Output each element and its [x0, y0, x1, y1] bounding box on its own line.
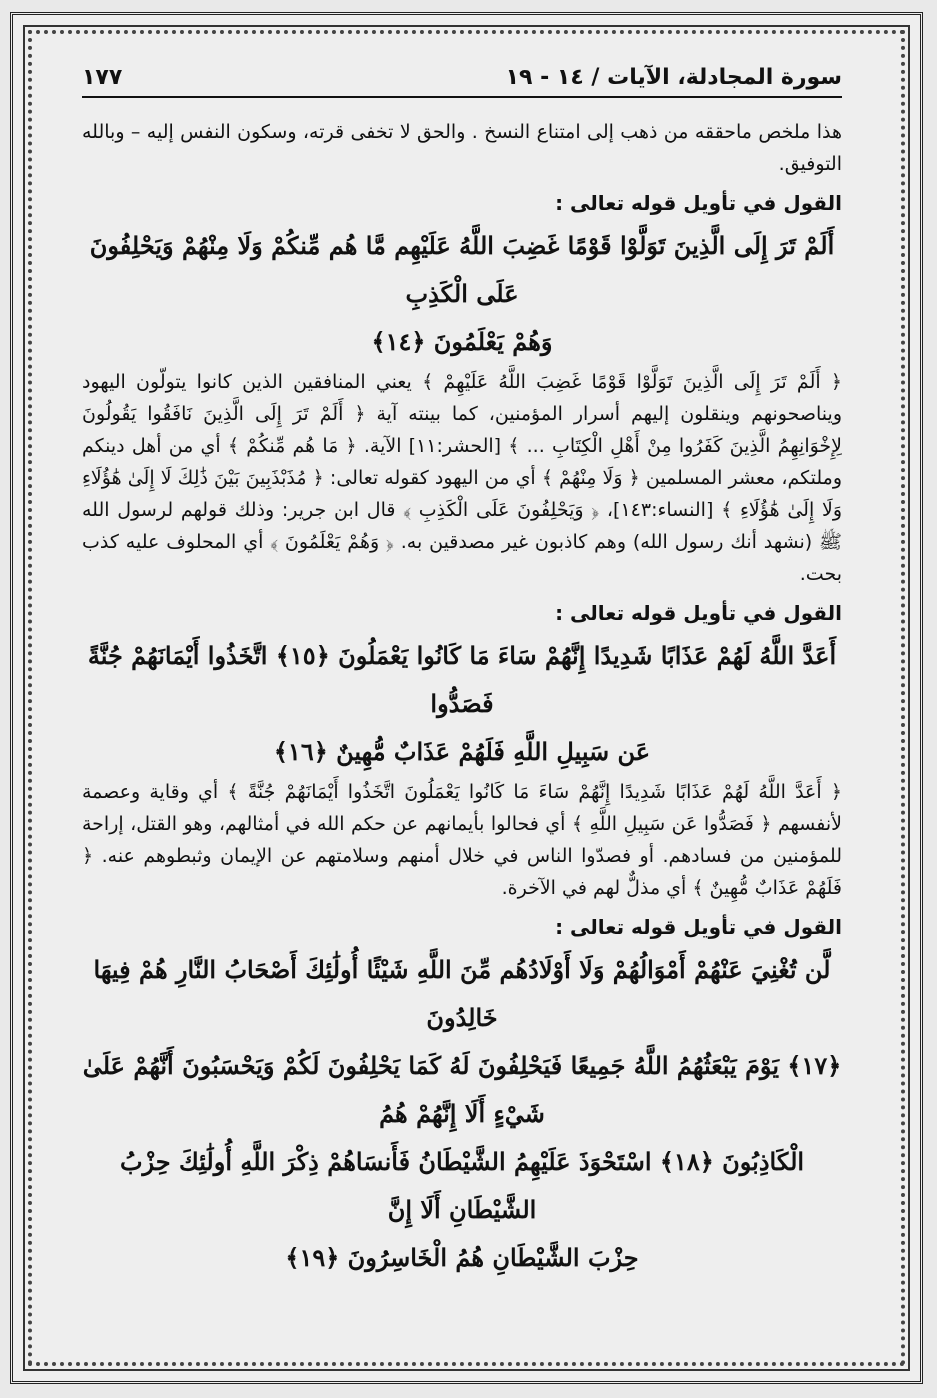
running-header — [82, 65, 842, 98]
intro-paragraph: هذا ملخص ماحققه من ذهب إلى امتناع النسخ . والحق لا تخفى قرته، وسكون النفس إليه – وبالله التوفيق. — [82, 121, 842, 175]
commentary-paragraph: ﴿ أَعَدَّ اللَّهُ لَهُمْ عَذَابًا شَدِيدًا إِنَّهُمْ سَاءَ مَا كَانُوا يَعْمَلُونَ اتَّخَذُوا أَيْمَانَهُمْ جُنَّةً ﴾ أي وقاية وعصمة لأنفسهم ﴿ فَصَدُّوا عَن سَبِيلِ اللَّهِ ﴾ أي فحالوا بأيمانهم عن حكم الله في أمثالهم، وهو القتل، إراحة للمؤمنين من فسادهم. أو فصدّوا الناس في خلال أمنهم وسلامتهم عن الإيمان وثبطوهم عنه. ﴿ فَلَهُمْ عَذَابٌ مُّهِينٌ ﴾ أي مذلٌّ لهم في الآخرة. — [82, 781, 842, 899]
page-content — [82, 65, 842, 1282]
section-heading: القول في تأويل قوله تعالى : — [555, 915, 842, 939]
quran-verse-line: لَّن تُغْنِيَ عَنْهُمْ أَمْوَالُهُمْ وَلَا أَوْلَادُهُم مِّنَ اللَّهِ شَيْئًا أُولَٰئِكَ أَصْحَابُ النَّارِ هُمْ فِيهَا خَالِدُونَ — [93, 955, 831, 1032]
quran-verse-line: الْكَاذِبُونَ ﴿١٨﴾ اسْتَحْوَذَ عَلَيْهِمُ الشَّيْطَانُ فَأَنسَاهُمْ ذِكْرَ اللَّهِ أُولَٰئِكَ حِزْبُ الشَّيْطَانِ أَلَا إِنَّ — [119, 1147, 805, 1224]
section-heading: القول في تأويل قوله تعالى : — [555, 601, 842, 625]
quran-verse-line: حِزْبَ الشَّيْطَانِ هُمُ الْخَاسِرُونَ ﴿١٩﴾ — [285, 1243, 639, 1272]
commentary-paragraph: ﴿ أَلَمْ تَرَ إِلَى الَّذِينَ تَوَلَّوْا قَوْمًا غَضِبَ اللَّهُ عَلَيْهِمْ ﴾ يعني المنافقين الذين كانوا يتولّون اليهود ويناصحونهم وينقلون إليهم أسرار المؤمنين، كما بينته آية ﴿ أَلَمْ تَرَ إِلَى الَّذِينَ نَافَقُوا يَقُولُونَ لِإِخْوَانِهِمُ الَّذِينَ كَفَرُوا مِنْ أَهْلِ الْكِتَابِ ... ﴾ [الحشر:١١] الآية. ﴿ مَا هُم مِّنكُمْ ﴾ أي من أهل دينكم وملتكم، معشر المسلمين ﴿ وَلَا مِنْهُمْ ﴾ أي من اليهود كقوله تعالى: ﴿ مُذَبْذَبِينَ بَيْنَ ذَٰلِكَ لَا إِلَىٰ هَٰؤُلَاءِ وَلَا إِلَىٰ هَٰؤُلَاءِ ﴾ [النساء:١٤٣]، ﴿ وَيَحْلِفُونَ عَلَى الْكَذِبِ ﴾ قال ابن جرير: وذلك قولهم لرسول الله ﷺ (نشهد أنك رسول الله) وهم كاذبون غير مصدقين به. ﴿ وَهُمْ يَعْلَمُونَ ﴾ أي المحلوف عليه كذب بحت. — [82, 371, 842, 585]
quran-verse-line: وَهُمْ يَعْلَمُونَ ﴿١٤﴾ — [371, 327, 553, 356]
page-number: ١٧٧ — [82, 65, 123, 90]
quran-verse-line: أَلَمْ تَرَ إِلَى الَّذِينَ تَوَلَّوْا قَوْمًا غَضِبَ اللَّهُ عَلَيْهِم مَّا هُم مِّنكُمْ وَلَا مِنْهُمْ وَيَحْلِفُونَ عَلَى الْكَذِبِ — [89, 231, 835, 308]
surah-title: سورة المجادلة، الآيات / ١٤ - ١٩ — [505, 65, 842, 90]
quran-verse-line: أَعَدَّ اللَّهُ لَهُمْ عَذَابًا شَدِيدًا إِنَّهُمْ سَاءَ مَا كَانُوا يَعْمَلُونَ ﴿١٥﴾ اتَّخَذُوا أَيْمَانَهُمْ جُنَّةً فَصَدُّوا — [87, 641, 837, 718]
section-heading: القول في تأويل قوله تعالى : — [555, 191, 842, 215]
quran-verse-line: عَن سَبِيلِ اللَّهِ فَلَهُمْ عَذَابٌ مُّهِينٌ ﴿١٦﴾ — [273, 737, 651, 766]
quran-verse-line: ﴿١٧﴾ يَوْمَ يَبْعَثُهُمُ اللَّهُ جَمِيعًا فَيَحْلِفُونَ لَهُ كَمَا يَحْلِفُونَ لَكُمْ وَيَحْسَبُونَ أَنَّهُمْ عَلَىٰ شَيْءٍ أَلَا إِنَّهُمْ هُمُ — [82, 1051, 842, 1128]
